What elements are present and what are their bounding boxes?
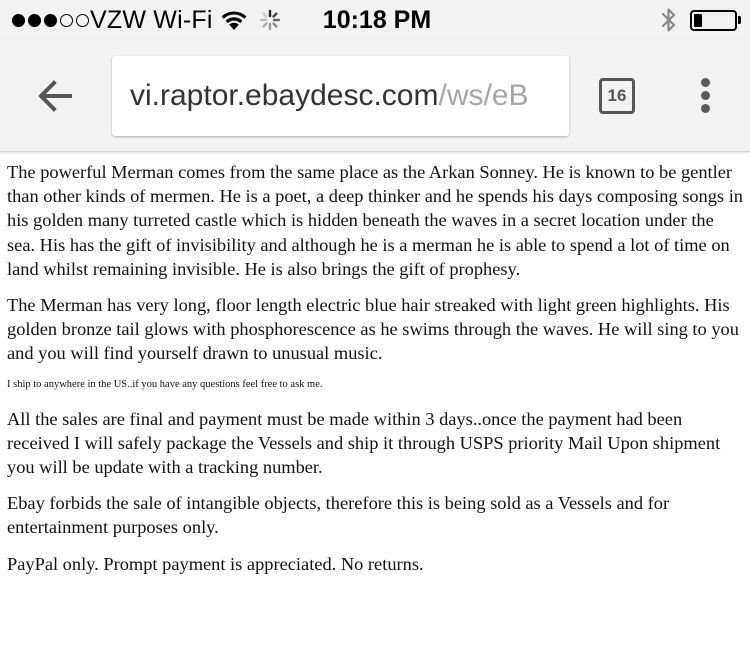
sales-terms-paragraph: All the sales are final and payment must be made within 3 days..once the payment had been received I will safely package the Vessels and ship it through USPS priority Mail Upon shipment you will be update with a tracking number. — [7, 408, 721, 478]
menu-dot — [701, 91, 710, 100]
back-button[interactable] — [30, 74, 82, 118]
url-text — [130, 79, 529, 113]
item-description — [7, 160, 745, 588]
menu-dot — [701, 78, 710, 87]
vertical-dots-icon[interactable] — [697, 78, 715, 114]
description-paragraph: The Merman has very long, floor length electric blue hair streaked with light green highlights. His golden bronze tail glows with phosphorescence as he swims through the waves. He will sing to you and you will find yourself drawn to unusual music. — [7, 295, 739, 364]
menu-dot — [701, 104, 710, 113]
url-path: /ws/eB — [438, 79, 529, 112]
battery-level-fill — [694, 14, 702, 27]
bluetooth-icon — [660, 7, 678, 33]
address-bar[interactable] — [112, 56, 569, 136]
url-domain: vi.raptor.ebaydesc.com — [130, 79, 439, 112]
disclaimer-paragraph: Ebay forbids the sale of intangible objects, therefore this is being sold as a Vessels and for entertainment purposes only. — [7, 493, 670, 538]
status-time: 10:18 PM — [322, 6, 432, 34]
shipping-note: I ship to anywhere in the US..if you have any questions feel free to ask me. — [7, 378, 323, 390]
carrier-name: VZW Wi-Fi — [90, 6, 213, 34]
arrow-left-icon — [30, 74, 82, 118]
payment-paragraph: PayPal only. Prompt payment is appreciated. No returns. — [7, 553, 424, 574]
battery-icon — [690, 10, 737, 31]
status-bar — [0, 0, 750, 40]
tab-switcher-button[interactable]: 16 — [599, 78, 635, 114]
battery-terminal — [738, 16, 741, 24]
url-fade-overlay — [529, 56, 569, 136]
browser-toolbar — [0, 40, 750, 152]
description-paragraph: The powerful Merman comes from the same place as the Arkan Sonney. He is known to be gentler than other kinds of mermen. He is a poet, a deep thinker and he spends his days composing songs in his golden many turreted castle which is hidden beneath the waves in a secret location under the sea. His has the gift of invisibility and although he is a merman he is able to spend a lot of time on land whilst remaining invisible. He is also brings the gift of prophesy. — [7, 162, 743, 279]
